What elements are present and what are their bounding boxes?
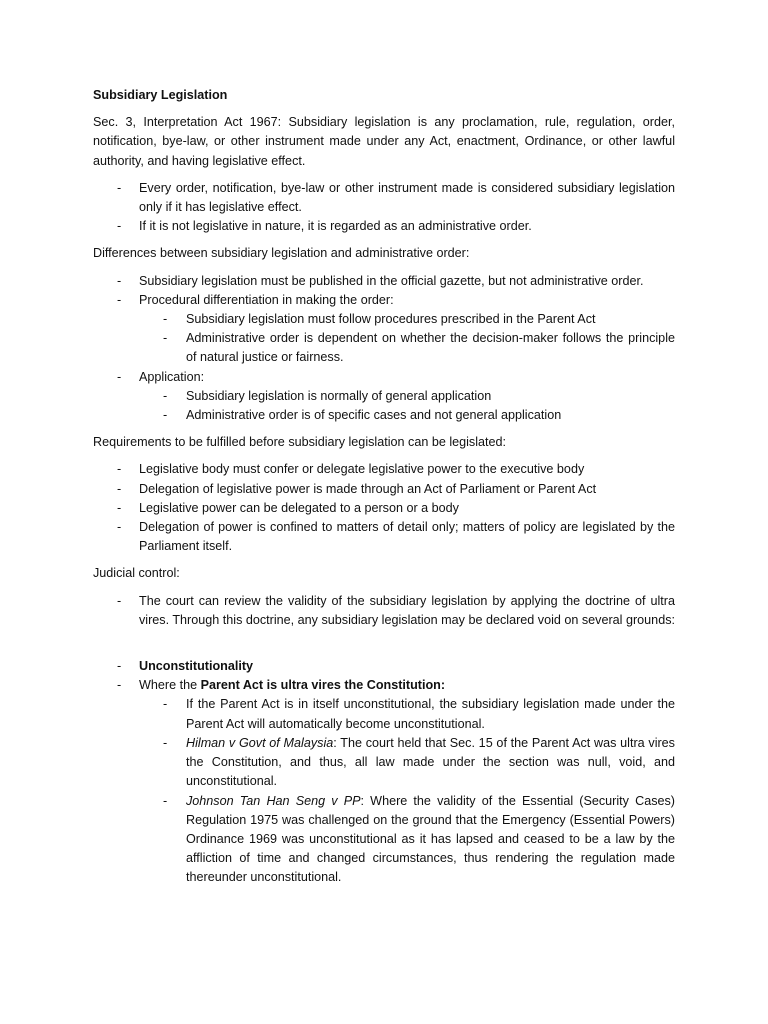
dash-bullet: - xyxy=(117,273,122,288)
dash-bullet: - xyxy=(117,520,122,535)
list-item: - Legislative body must confer or delegate legislative power to the executive body xyxy=(93,460,675,479)
list-item: - Every order, notification, bye-law or other instrument made is considered subsidiary legislation only if it has legislative effect. xyxy=(117,180,675,215)
spacer xyxy=(93,638,675,657)
dash-bullet: - xyxy=(117,659,122,674)
list-item: - The court can review the validity of the subsidiary legislation by applying the doctrine of ultra vires. Through this doctrine, any subsidiary legislation may be declared void on several grounds: xyxy=(117,593,675,627)
dash-bullet: - xyxy=(117,219,122,234)
sub-list-item: - Subsidiary legislation must follow procedures prescribed in the Parent Act xyxy=(139,310,675,329)
ultra-vires-sublist xyxy=(139,695,675,887)
dash-bullet: - xyxy=(117,292,122,307)
dash-bullet: - xyxy=(117,500,122,515)
definition-list xyxy=(93,179,675,237)
sub-list-item: - Johnson Tan Han Seng v PP: Where the validity of the Essential (Security Cases) Regulation 1975 was challenged on the ground that the Emergency (Essential Powers) Ordinance 1969 was unconstitutional as it has lapsed and ceased to be a law by the affliction of time and changed circumstances, thus rendering the regulation made thereunder unconstitutional. xyxy=(163,793,676,885)
requirements-heading: Requirements to be fulfilled before subsidiary legislation can be legislated: xyxy=(93,435,507,450)
sub-list-item: - Administrative order is of specific cases and not general application xyxy=(139,406,675,425)
list-item: - Subsidiary legislation must be published in the official gazette, but not administrative order. xyxy=(93,272,675,291)
dash-bullet: - xyxy=(117,462,122,477)
dash-bullet: - xyxy=(163,408,168,423)
sub-list-item: - Administrative order is dependent on whether the decision-maker follows the principle of natural justice or fairness. xyxy=(163,331,675,365)
list-item: - Delegation of power is confined to matters of detail only; matters of policy are legislated by the Parliament itself. xyxy=(117,520,675,554)
document-title: Subsidiary Legislation xyxy=(93,88,228,102)
list-item: - Where the Parent Act is ultra vires the Constitution: - If the Parent Act is in itself unconstitutional, the subsidiary legislation made under the Parent Act will automatically become unconstitutional. - Hilman v Govt of Malaysia: The court held that Sec. 15 of the Parent Act was ultra vires the Constitution, and thus, all law made under the section was null, void, and unconstitutional. - Johnson Tan Han Seng v PP: Where the validity of the Essential (Security Cases) Regulation 1975 was challenged on the ground that the Emergency (Essential Powers) Ordinance 1969 was unconstitutional as it has lapsed and ceased to be a law by the affliction of time and changed circumstances, thus rendering the regulation made thereunder unconstitutional. xyxy=(93,676,675,887)
dash-bullet: - xyxy=(163,735,168,750)
ground-heading: Unconstitutionality xyxy=(139,659,254,674)
differences-heading: Differences between subsidiary legislation and administrative order: xyxy=(93,246,470,261)
list-item: - Delegation of legislative power is made through an Act of Parliament or Parent Act xyxy=(93,480,675,499)
dash-bullet: - xyxy=(117,481,122,496)
dash-bullet: - xyxy=(117,180,122,195)
requirements-list xyxy=(93,460,675,556)
case-name: Hilman v Govt of Malaysia xyxy=(186,735,334,750)
list-item: - Procedural differentiation in making the order: - Subsidiary legislation must follow procedures prescribed in the Parent Act - Administrative order is dependent on whether the decision-maker follows the principle of natural justice or fairness. xyxy=(93,291,675,368)
differences-list xyxy=(93,272,675,426)
list-item: - Legislative power can be delegated to a person or a body xyxy=(93,499,675,518)
sub-list-item: - If the Parent Act is in itself unconstitutional, the subsidiary legislation made under the Parent Act will automatically become unconstitutional. xyxy=(163,697,675,731)
procedural-sublist xyxy=(139,310,675,368)
dash-bullet: - xyxy=(163,388,168,403)
dash-bullet: - xyxy=(117,678,122,693)
dash-bullet: - xyxy=(163,793,168,808)
sub-list-item: - Hilman v Govt of Malaysia: The court held that Sec. 15 of the Parent Act was ultra vires the Constitution, and thus, all law made under the section was null, void, and unconstitutional. xyxy=(163,735,675,789)
dash-bullet: - xyxy=(163,312,168,327)
judicial-heading: Judicial control: xyxy=(93,566,180,581)
judicial-intro-list xyxy=(93,592,675,630)
sub-list-item: - Subsidiary legislation is normally of general application xyxy=(139,387,675,406)
case-name: Johnson Tan Han Seng v PP xyxy=(186,793,361,808)
grounds-list xyxy=(93,657,675,887)
dash-bullet: - xyxy=(163,331,168,346)
application-sublist xyxy=(139,387,675,425)
definition-paragraph: Sec. 3, Interpretation Act 1967: Subsidiary legislation is any proclamation, rule, regulation, order, notification, bye-law, or other instrument made under any Act, enactment, Ordinance, or other lawful authority, and having legislative effect. xyxy=(93,115,675,168)
dash-bullet: - xyxy=(117,593,122,608)
dash-bullet: - xyxy=(117,369,122,384)
dash-bullet: - xyxy=(163,697,168,712)
list-item xyxy=(93,657,675,676)
document-body xyxy=(93,86,675,896)
list-item: - If it is not legislative in nature, it is regarded as an administrative order. xyxy=(93,217,675,236)
list-item: - Application: - Subsidiary legislation is normally of general application - Administrative order is of specific cases and not general application xyxy=(93,368,675,426)
